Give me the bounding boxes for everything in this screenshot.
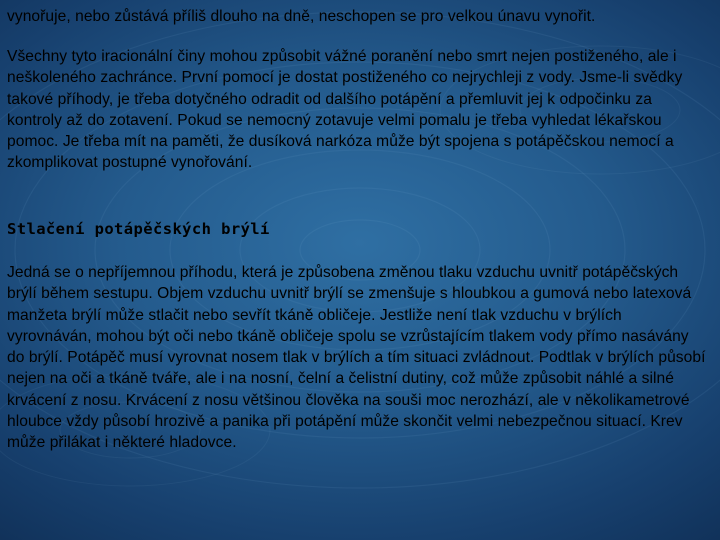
section-heading: Stlačení potápěčských brýlí (7, 220, 270, 238)
paragraph-intro: vynořuje, nebo zůstává příliš dlouho na dně, neschopen se pro velkou únavu vynořit. (7, 8, 596, 25)
paragraph-first-aid: Všechny tyto iracionální činy mohou způsobit vážné poranění nebo smrt nejen postiženého, ale i neškoleného zachránce. První pomocí je dostat postiženého co nejrychleji z vody. Jsme-li svědky takové příhody, je třeba dotyčného odradit od dalšího potápění a přemluvit jej k odpočinku za kontroly až do zotavení. Pokud se nemocný zotavuje velmi pomalu je třeba vyhledat lékařskou pomoc. Je třeba mít na paměti, že dusíková narkóza může být spojena s potápěčskou nemocí a zkomplikovat postupné vynořování. (7, 48, 683, 172)
paragraph-goggles-squeeze: Jedná se o nepříjemnou příhodu, která je způsobena změnou tlaku vzduchu uvnitř potápěčských brýlí během sestupu. Objem vzduchu uvnitř brýlí se zmenšuje s hloubkou a gumová nebo latexová manžeta brýlí může stlačit nebo sevřít tkáně obličeje. Jestliže není tlak vzduchu v brýlích vyrovnáván, mohou být oči nebo tkáně obličeje spolu se vzrůstajícím tlakem vody přímo nasávány do brýlí. Potápěč musí vyrovnat nosem tlak v brýlích a tím situaci zvládnout. Podtlak v brýlích působí nejen na oči a tkáně tváře, ale i na nosní, čelní a čelistní dutiny, což může způsobit náhlé a silné krvácení z nosu. Krvácení z nosu většinou člověka na souši moc nerozhází, ale v několikametrové hloubce vždy působí hrozivě a panika při potápění může skončit velmi nebezpečnou situací. Krev může přilákat i některé hladovce. (7, 264, 706, 452)
